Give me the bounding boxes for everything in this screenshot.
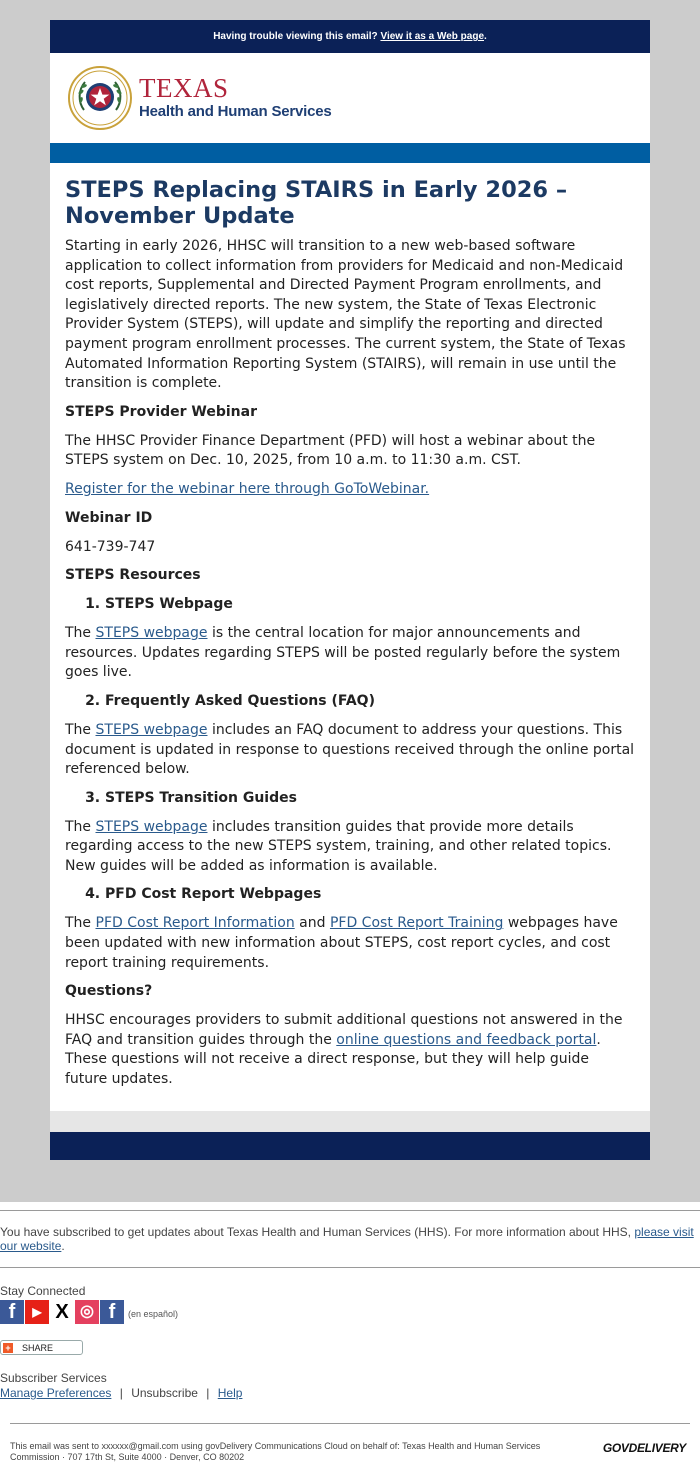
- questions-paragraph: HHSC encourages providers to submit additional questions not answered in the FAQ and transition guides through the online questions and feedback portal. These questions will not receive a direct response, but they will help guide future updates.: [65, 1012, 623, 1088]
- intro-paragraph: Starting in early 2026, HHSC will transition to a new web-based software application to collect information from providers for Medicaid and non-Medicaid cost reports, Supplemental and Directed Payment Program enrollments, and legislatively directed reports. The new system, the State of Texas Electronic Provider System (STEPS), will update and simplify the reporting and directed payment program enrollment processes. The current system, the State of Texas Automated Information Reporting System (STAIRS), will remain in use until the transition is complete.: [65, 238, 626, 392]
- resources-heading: STEPS Resources: [65, 567, 201, 584]
- bottom-banner: [50, 1132, 650, 1160]
- cost-report-training-link[interactable]: PFD Cost Report Training: [329, 915, 504, 932]
- article-body: [50, 163, 650, 1111]
- x-twitter-icon[interactable]: X: [50, 1300, 74, 1324]
- logo-title: TEXAS: [139, 73, 229, 103]
- unsubscribe-link[interactable]: Unsubscribe: [131, 1386, 198, 1400]
- blue-divider: [50, 143, 650, 163]
- resource-title-steps-webpage: 1. STEPS Webpage: [105, 595, 635, 614]
- resource-title-faq: 2. Frequently Asked Questions (FAQ): [105, 692, 635, 711]
- footer-divider: [10, 1423, 690, 1424]
- resource-list-4: [65, 885, 635, 904]
- subscriber-services-label: Subscriber Services: [0, 1371, 107, 1385]
- social-links: [0, 1300, 700, 1324]
- steps-webpage-link[interactable]: STEPS webpage: [95, 818, 208, 835]
- top-banner: Having trouble viewing this email? View it as a Web page.: [50, 20, 650, 53]
- stay-connected-label: Stay Connected: [0, 1284, 86, 1298]
- webinar-register-link[interactable]: Register for the webinar here through GoToWebinar.: [65, 480, 430, 497]
- subscriber-links: Manage Preferences | Unsubscribe | Help: [0, 1386, 243, 1400]
- share-plus-icon: +: [3, 1343, 13, 1353]
- email-header: [50, 53, 650, 143]
- cost-report-information-link[interactable]: PFD Cost Report Information: [95, 915, 295, 932]
- resource-title-cost-report: 4. PFD Cost Report Webpages: [105, 885, 635, 904]
- resource-list-1: [65, 595, 635, 614]
- share-button[interactable]: [0, 1340, 83, 1355]
- webinar-text: The HHSC Provider Finance Department (PFD) will host a webinar about the STEPS system on Dec. 10, 2025, from 10 a.m. to 11:30 a.m. CST.: [65, 432, 596, 469]
- logo-subtitle: Health and Human Services: [139, 103, 332, 120]
- manage-preferences-link[interactable]: Manage Preferences: [0, 1386, 112, 1400]
- questions-heading: Questions?: [65, 983, 153, 1000]
- visit-website-link[interactable]: please visit our website: [0, 1225, 694, 1253]
- footer: [0, 1210, 700, 1483]
- facebook-icon[interactable]: f: [0, 1300, 24, 1324]
- steps-webpage-link[interactable]: STEPS webpage: [95, 625, 208, 642]
- govdelivery-footer: [10, 1423, 690, 1483]
- help-link[interactable]: Help: [217, 1386, 243, 1400]
- steps-webpage-link[interactable]: STEPS webpage: [95, 721, 208, 738]
- view-web-page-link[interactable]: View it as a Web page: [380, 31, 485, 42]
- feedback-portal-link[interactable]: online questions and feedback portal: [336, 1031, 597, 1048]
- webinar-register-paragraph: [65, 480, 635, 500]
- article-title: STEPS Replacing STAIRS in Early 2026 – November Update: [65, 177, 568, 229]
- trouble-viewing-text: Having trouble viewing this email?: [213, 31, 378, 42]
- resource-paragraph-4: The PFD Cost Report Information and PFD Cost Report Training webpages have been updated with new information about STEPS, cost report cycles, and cost report training requirements.: [65, 915, 618, 971]
- webinar-heading: STEPS Provider Webinar: [65, 403, 257, 420]
- resource-title-transition-guides: 3. STEPS Transition Guides: [105, 789, 635, 808]
- resource-paragraph-1: The STEPS webpage is the central location for major announcements and resources. Updates regarding STEPS will be posted regularly before the system goes live.: [65, 625, 621, 681]
- resource-paragraph-2: The STEPS webpage includes an FAQ document to address your questions. This document is updated in response to questions received through the online portal referenced below.: [65, 721, 635, 778]
- instagram-icon[interactable]: ◎: [75, 1300, 99, 1324]
- email-container: [50, 20, 650, 1160]
- resource-paragraph-3: The STEPS webpage includes transition guides that provide more details regarding access to the new STEPS system, training, and other related topics. New guides will be added as information is available.: [65, 818, 612, 874]
- resource-list-3: [65, 789, 635, 808]
- logo-wordmark: [139, 74, 332, 121]
- share-label: SHARE: [22, 1342, 54, 1353]
- texas-seal-icon: [68, 66, 132, 130]
- espanol-label: (en español): [128, 1308, 179, 1319]
- govdelivery-logo: GOVDELIVERY: [602, 1441, 686, 1455]
- webinar-id-value: 641-739-747: [65, 538, 156, 555]
- youtube-icon[interactable]: ▶: [25, 1300, 49, 1324]
- facebook-espanol-icon[interactable]: f: [100, 1300, 124, 1324]
- subscription-note: You have subscribed to get updates about Texas Health and Human Services (HHS). For more information about HHS, please visit our website.: [0, 1225, 694, 1253]
- fine-print: This email was sent to xxxxxx@gmail.com using govDelivery Communications Cloud on behalf of: Texas Health and Human Services Commission · 707 17th St, Suite 4000 · Denver, CO 80202: [10, 1441, 541, 1462]
- gray-divider: [50, 1111, 650, 1132]
- webinar-id-heading: Webinar ID: [65, 509, 153, 526]
- resource-list-2: [65, 692, 635, 711]
